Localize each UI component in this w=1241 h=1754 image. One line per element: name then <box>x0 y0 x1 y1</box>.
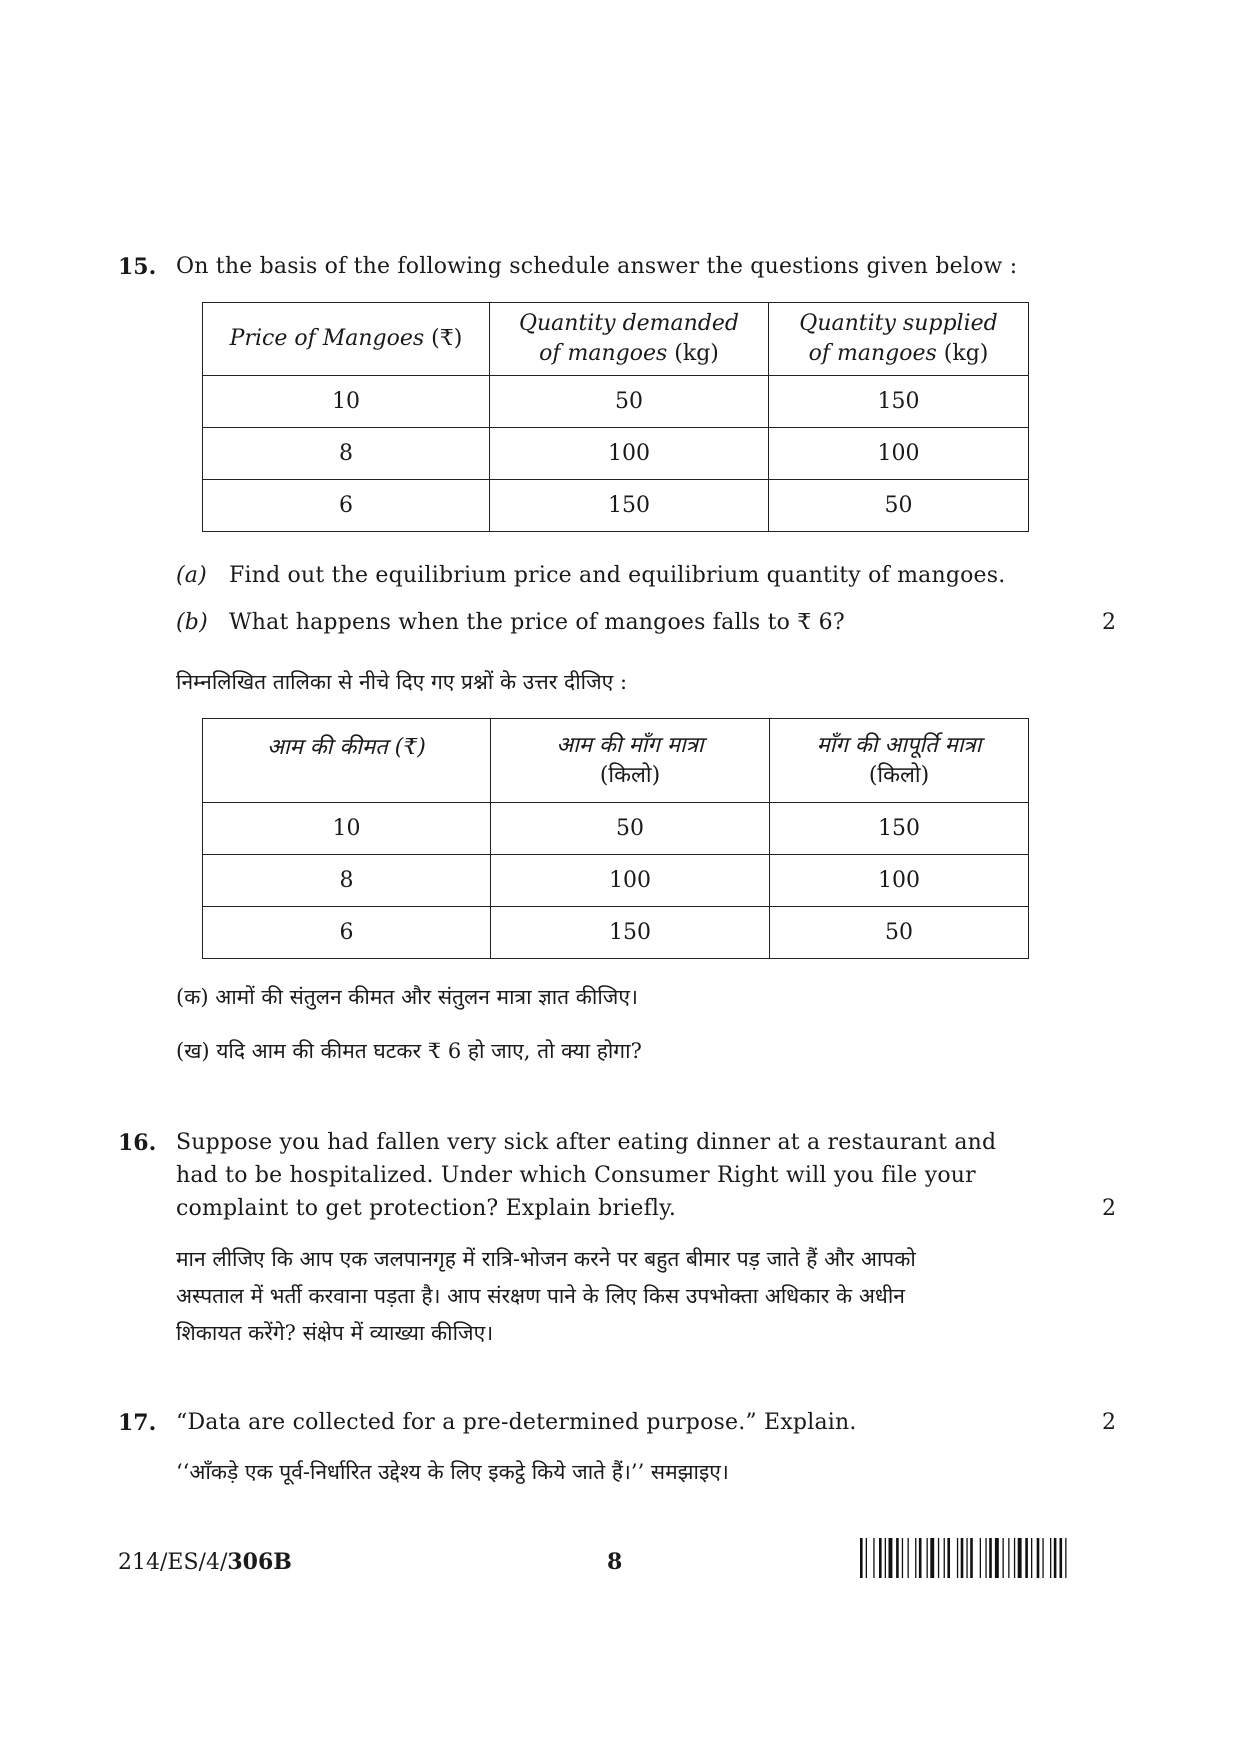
q15-part-b: What happens when the price of mangoes falls to ₹ 6? <box>229 610 845 635</box>
cell-price: 6 <box>203 480 490 532</box>
cell-demanded: 150 <box>491 907 770 959</box>
table-row <box>203 907 1029 959</box>
q17-hindi: ‘‘आँकड़े एक पूर्व-निर्धारित उद्देश्य के लिए इकट्ठे किये जाते हैं।’’ समझाइए। <box>176 1460 729 1484</box>
table-row <box>203 803 1029 855</box>
q16-line-1: Suppose you had fallen very sick after eating dinner at a restaurant and <box>176 1130 997 1155</box>
q16-line-2: had to be hospitalized. Under which Consumer Right will you file your <box>176 1163 976 1188</box>
header-quantity-supplied: Quantity supplied of mangoes (kg) <box>769 303 1029 376</box>
cell-supplied: 150 <box>769 376 1029 428</box>
table-row <box>203 428 1029 480</box>
schedule-table-hindi <box>202 718 1029 959</box>
paper-code: 214/ES/4/306B <box>118 1549 292 1575</box>
q16-hindi-line-1: मान लीजिए कि आप एक जलपानगृह में रात्रि-भोजन करने पर बहुत बीमार पड़ जाते हैं और आपको <box>176 1247 916 1271</box>
header-demand-hindi: आम की माँग मात्रा (किलो) <box>491 719 770 803</box>
barcode <box>860 1538 1124 1578</box>
header-quantity-demanded: Quantity demanded of mangoes (kg) <box>490 303 769 376</box>
q15-part-a-label: (a) <box>176 563 207 588</box>
cell-supplied: 50 <box>770 907 1029 959</box>
q15-hindi-text: निम्नलिखित तालिका से नीचे दिए गए प्रश्नों के उत्तर दीजिए : <box>176 670 628 694</box>
q16-hindi-line-2: अस्पताल में भर्ती करवाना पड़ता है। आप संरक्षण पाने के लिए किस उपभोक्ता अधिकार के अधीन <box>176 1284 905 1308</box>
table-row <box>203 376 1029 428</box>
cell-supplied: 150 <box>770 803 1029 855</box>
header-supply-hindi: माँग की आपूर्ति मात्रा (किलो) <box>770 719 1029 803</box>
cell-price: 10 <box>203 803 491 855</box>
cell-demanded: 50 <box>491 803 770 855</box>
q16-number: 16. <box>118 1130 157 1156</box>
table-row <box>203 855 1029 907</box>
q17-number: 17. <box>118 1410 157 1436</box>
cell-price: 8 <box>203 428 490 480</box>
q17-text: “Data are collected for a pre-determined purpose.” Explain. <box>176 1410 857 1435</box>
schedule-table-english <box>202 302 1029 532</box>
cell-supplied: 100 <box>769 428 1029 480</box>
cell-supplied: 50 <box>769 480 1029 532</box>
cell-demanded: 50 <box>490 376 769 428</box>
q15-text: On the basis of the following schedule answer the questions given below : <box>176 254 1018 279</box>
cell-supplied: 100 <box>770 855 1029 907</box>
cell-price: 6 <box>203 907 491 959</box>
q16-marks: 2 <box>1102 1196 1116 1221</box>
cell-price: 8 <box>203 855 491 907</box>
q16-line-3: complaint to get protection? Explain briefly. <box>176 1196 677 1221</box>
q15-part-a: Find out the equilibrium price and equilibrium quantity of mangoes. <box>229 563 1006 588</box>
q16-hindi-line-3: शिकायत करेंगे? संक्षेप में व्याख्या कीजिए। <box>176 1321 494 1345</box>
table-row <box>203 480 1029 532</box>
cell-demanded: 150 <box>490 480 769 532</box>
page-number: 8 <box>607 1549 623 1575</box>
q15-part-b-label: (b) <box>176 610 208 635</box>
q15-marks: 2 <box>1102 610 1116 635</box>
cell-price: 10 <box>203 376 490 428</box>
cell-demanded: 100 <box>491 855 770 907</box>
header-price-hindi: आम की कीमत (₹) <box>203 719 491 803</box>
cell-demanded: 100 <box>490 428 769 480</box>
q17-marks: 2 <box>1102 1410 1116 1435</box>
header-price: Price of Mangoes (₹) <box>203 303 490 376</box>
q15-hindi-part-b: (ख) यदि आम की कीमत घटकर ₹ 6 हो जाए, तो क्या होगा? <box>176 1039 642 1063</box>
q15-hindi-part-a: (क) आमों की संतुलन कीमत और संतुलन मात्रा ज्ञात कीजिए। <box>176 985 638 1009</box>
q15-number: 15. <box>118 254 157 280</box>
